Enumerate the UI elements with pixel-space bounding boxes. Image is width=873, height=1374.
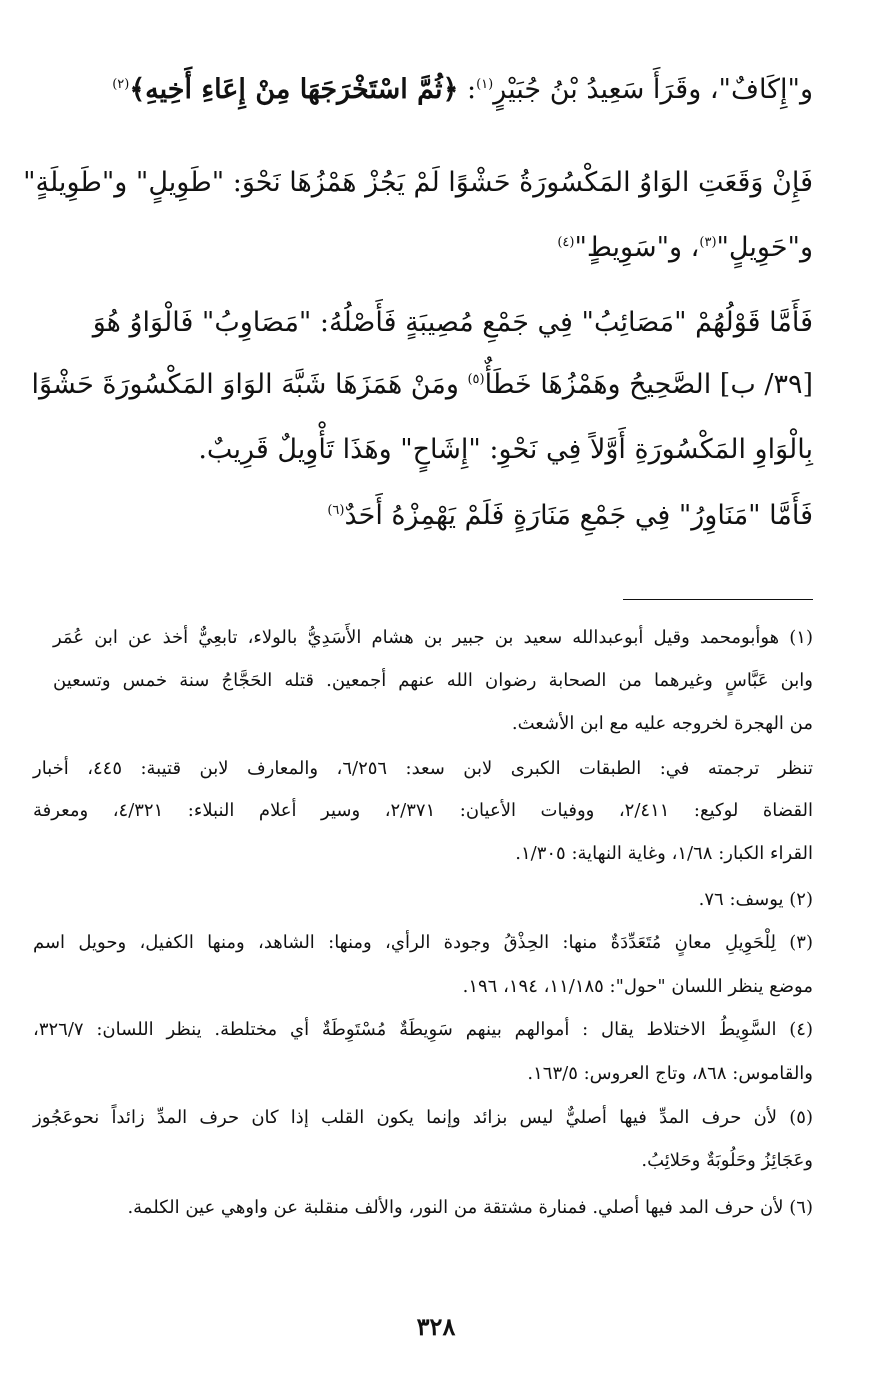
main-line-7-text: فَأَمَّا "مَنَاوِرُ" فِي جَمْعِ مَنَارَةٍ فَلَمْ يَهْمِزْهُ أَحَدٌ <box>344 500 813 531</box>
footnote-4-line-1: (٤) السَّوِيطُ الاختلاط يقال : أموالهم بينهم سَوِيطَةٌ مُسْتَوِطَةٌ أي مختلطة. ينظر اللسان: ٣٢٦/٧، <box>33 1019 813 1040</box>
footnote-6: (٦) لأن حرف المد فيها أصلي. فمنارة مشتقة من النور، والألف منقلبة عن واوهي عين الكلمة. <box>127 1197 813 1218</box>
main-line-3-text-b: ، و"سَوِيطٍ" <box>574 232 700 263</box>
footnote-separator <box>623 599 813 600</box>
main-line-1-text: و"إِكَافٌ"، وقَرَأَ سَعِيدُ بْنُ جُبَيْرٍ <box>493 74 813 105</box>
footnote-5-line-1: (٥) لأن حرف المدِّ فيها أصليٌّ ليس بزائد وإنما يكون القلب إذا كان حرف المدِّ زائداً نحوعَجُوز <box>33 1107 813 1128</box>
footnote-2: (٢) يوسف: ٧٦. <box>698 889 813 910</box>
main-line-2: فَإِنْ وَقَعَتِ الوَاوُ المَكْسُورَةُ حَشْوًا لَمْ يَجُزْ هَمْزُهَا نَحْوَ: "طَوِيلٍ" و"طَوِيلَةٍ" <box>23 167 813 198</box>
footnote-3-line-1: (٣) لِلْحَوِيلِ معانٍ مُتَعَدِّدَةٌ منها: الحِذْقُ وجودة الرأي، ومنها: الشاهد، ومنها الكفيل، وحويل اسم <box>33 932 813 953</box>
footnote-ref-6: (٦) <box>327 503 345 518</box>
page-number: ٣٢٨ <box>416 1312 456 1341</box>
footnote-1-line-6: القراء الكبار: ١/٦٨، وغاية النهاية: ١/٣٠٥. <box>515 843 813 864</box>
main-line-5-text-b: ومَنْ هَمَزَهَا شَبَّهَ الوَاوَ المَكْسُورَةَ حَشْوًا <box>31 369 468 400</box>
main-line-1-colon: : <box>458 74 477 105</box>
footnote-1-line-2: وابن عَبَّاسٍ وغيرهما من الصحابة رضوان الله عنهم أجمعين. قتله الحَجَّاجُ سنة خمس وتسعين <box>53 670 813 691</box>
main-line-5-text-a: [٣٩/ ب] الصَّحِيحُ وهَمْزُهَا خَطَأٌ <box>484 369 813 400</box>
main-line-5 <box>31 365 813 405</box>
footnote-ref-3: (٣) <box>699 235 717 250</box>
footnote-1-line-5: القضاة لوكيع: ٢/٤١١، ووفيات الأعيان: ٢/٣٧١، وسير أعلام النبلاء: ٤/٣٢١، ومعرفة <box>33 800 813 821</box>
footnote-ref-2: (٢) <box>112 77 130 92</box>
footnote-1-line-1: (١) هوأبومحمد وقيل أبوعبدالله سعيد بن جبير بن هشام الأَسَدِيُّ بالولاء، تابعِيٌّ أخذ عن ابن عُمَر <box>53 627 813 648</box>
main-line-1 <box>53 70 813 110</box>
main-line-6: بِالْوَاوِ المَكْسُورَةِ أَوَّلاً فِي نَحْوِ: "إِشَاحٍ" وهَذَا تَأْوِيلٌ قَرِيبٌ. <box>198 434 813 465</box>
footnote-ref-4: (٤) <box>557 235 575 250</box>
footnote-1-line-4: تنظر ترجمته في: الطبقات الكبرى لابن سعد: ٦/٢٥٦، والمعارف لابن قتيبة: ٤٤٥، أخبار <box>33 758 813 779</box>
footnote-1-line-3: من الهجرة لخروجه عليه مع ابن الأشعث. <box>511 713 813 734</box>
main-line-3 <box>53 228 813 268</box>
footnote-5-line-2: وعَجَائِزُ وحَلُوبَةٌ وحَلائِبُ. <box>641 1150 813 1171</box>
main-line-3-text-a: و"حَوِيلٍ" <box>716 232 813 263</box>
main-line-4: فَأَمَّا قَوْلُهُمْ "مَصَائِبُ" فِي جَمْعِ مُصِيبَةٍ فَأَصْلُهُ: "مَصَاوِبُ" فَالْوَاوُ هُوَ <box>92 307 813 338</box>
footnote-3-line-2: موضع ينظر اللسان "حول": ١١/١٨٥، ١٩٤، ١٩٦. <box>462 976 813 997</box>
main-line-7 <box>53 496 813 536</box>
footnote-4-line-2: والقاموس: ٨٦٨، وتاج العروس: ١٦٣/٥. <box>527 1063 813 1084</box>
quran-quote: ﴿ثُمَّ اسْتَخْرَجَهَا مِنْ إِعَاءِ أَخِيهِ﴾ <box>129 74 459 105</box>
footnote-ref-1: (١) <box>476 77 494 92</box>
footnote-ref-5: (٥) <box>467 372 485 387</box>
